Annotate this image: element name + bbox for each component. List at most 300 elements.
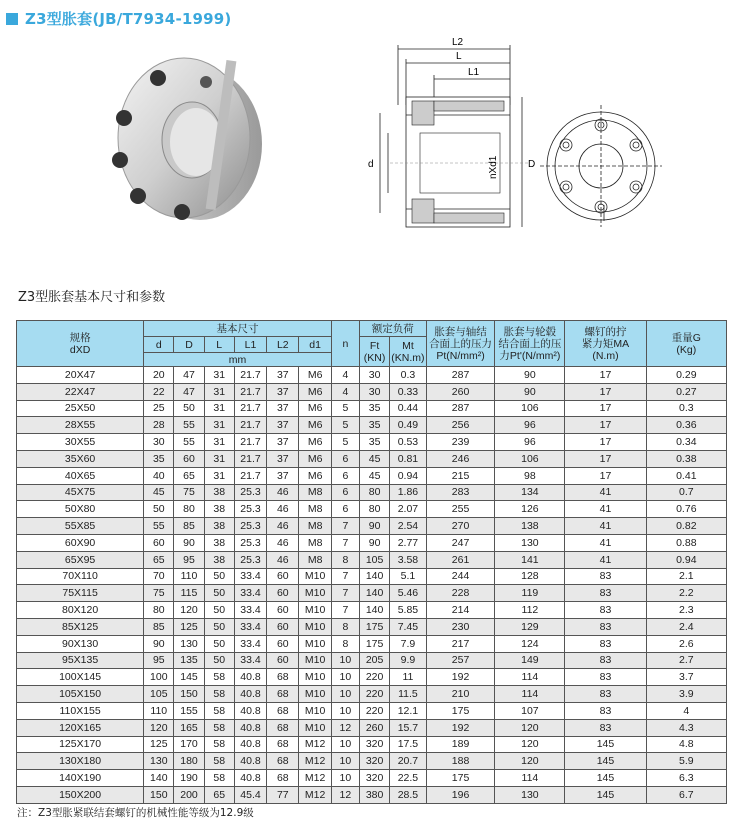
table-cell: 40.8 [234,719,266,736]
table-cell: 114 [495,770,565,787]
table-cell: 10 [331,686,359,703]
page-header [6,8,231,29]
table-cell: 17 [565,434,646,451]
table-cell: 0.33 [390,383,426,400]
table-cell: 83 [565,652,646,669]
header-hub-pressure: 胀套与轮毂 结合面上的压 力Pt'(N/mm²) [495,321,565,367]
table-row [17,618,727,635]
table-cell: 0.7 [646,484,726,501]
table-cell: 0.27 [646,383,726,400]
table-cell: 170 [174,736,204,753]
table-cell: 2.7 [646,652,726,669]
table-cell: 20X47 [17,367,144,384]
table-row [17,669,727,686]
table-cell: 65 [174,467,204,484]
table-cell: 50 [174,400,204,417]
table-cell: 95X135 [17,652,144,669]
table-cell: 0.88 [646,534,726,551]
table-cell: 175 [426,770,495,787]
dim-label-d: d [368,159,374,170]
table-cell: 21.7 [234,417,266,434]
table-cell: 68 [267,719,299,736]
table-cell: 17 [565,450,646,467]
table-cell: 80 [174,501,204,518]
table-cell: 47 [174,367,204,384]
table-cell: 25.3 [234,518,266,535]
table-cell: M8 [299,484,331,501]
table-cell: 128 [495,568,565,585]
table-cell: 129 [495,618,565,635]
table-cell: 40 [144,467,174,484]
table-cell: 10 [331,736,359,753]
table-cell: 33.4 [234,585,266,602]
table-cell: 106 [495,400,565,417]
table-cell: 68 [267,686,299,703]
table-cell: 37 [267,467,299,484]
table-cell: 210 [426,686,495,703]
table-cell: 50 [204,635,234,652]
table-cell: 150 [174,686,204,703]
table-cell: 261 [426,551,495,568]
table-row [17,686,727,703]
table-cell: 175 [359,635,389,652]
table-cell: 5.85 [390,602,426,619]
table-cell: 7 [331,568,359,585]
table-row [17,518,727,535]
table-cell: 35X60 [17,450,144,467]
table-cell: 33.4 [234,635,266,652]
table-cell: 120 [174,602,204,619]
table-cell: 10 [331,770,359,787]
table-cell: 40.8 [234,702,266,719]
table-cell: M8 [299,518,331,535]
table-cell: 28X55 [17,417,144,434]
table-cell: 58 [204,770,234,787]
table-cell: 5.9 [646,753,726,770]
table-cell: 68 [267,702,299,719]
table-cell: 83 [565,635,646,652]
dim-label-l2: L2 [452,37,464,48]
table-cell: M10 [299,669,331,686]
table-cell: 145 [565,753,646,770]
table-cell: 112 [495,602,565,619]
table-row [17,450,727,467]
table-cell: 130 [495,786,565,803]
table-cell: 0.34 [646,434,726,451]
table-cell: 22X47 [17,383,144,400]
table-cell: 188 [426,753,495,770]
table-cell: 83 [565,568,646,585]
table-cell: M10 [299,719,331,736]
table-cell: 106 [495,450,565,467]
table-cell: 124 [495,635,565,652]
table-cell: 21.7 [234,367,266,384]
table-cell: 5.1 [390,568,426,585]
table-cell: 31 [204,400,234,417]
table-cell: 255 [426,501,495,518]
table-cell: 40.8 [234,686,266,703]
table-cell: 33.4 [234,568,266,585]
table-cell: 180 [174,753,204,770]
table-cell: 114 [495,686,565,703]
table-row [17,383,727,400]
table-cell: 80 [359,501,389,518]
table-cell: 7.9 [390,635,426,652]
table-cell: 22.5 [390,770,426,787]
table-cell: 246 [426,450,495,467]
table-cell: M12 [299,753,331,770]
table-cell: 96 [495,417,565,434]
table-cell: 68 [267,770,299,787]
table-cell: 140 [359,585,389,602]
table-cell: 90X130 [17,635,144,652]
table-cell: M10 [299,635,331,652]
table-cell: 150X200 [17,786,144,803]
table-cell: 20 [144,367,174,384]
table-cell: 4 [646,702,726,719]
table-cell: 60 [267,568,299,585]
table-cell: 8 [331,635,359,652]
table-title: Z3型胀套基本尺寸和参数 [18,290,166,305]
table-cell: 105 [359,551,389,568]
table-cell: 38 [204,551,234,568]
table-cell: 46 [267,551,299,568]
table-cell: 12 [331,719,359,736]
table-cell: 2.6 [646,635,726,652]
table-cell: 114 [495,669,565,686]
table-cell: 37 [267,417,299,434]
table-cell: 75X115 [17,585,144,602]
table-cell: M10 [299,618,331,635]
table-cell: 41 [565,501,646,518]
header-col-d: d [144,337,174,353]
table-cell: 120 [495,736,565,753]
table-cell: 192 [426,719,495,736]
table-cell: 230 [426,618,495,635]
table-cell: 150 [144,786,174,803]
table-cell: 6 [331,450,359,467]
table-cell: 0.82 [646,518,726,535]
header-mm: mm [144,353,332,367]
table-cell: 45.4 [234,786,266,803]
table-cell: 58 [204,686,234,703]
table-cell: 90 [359,518,389,535]
table-cell: 320 [359,736,389,753]
table-cell: 140X190 [17,770,144,787]
table-cell: 120X165 [17,719,144,736]
table-row [17,702,727,719]
table-cell: 126 [495,501,565,518]
table-cell: 40.8 [234,736,266,753]
table-cell: 83 [565,618,646,635]
header-mt: Mt (KN.m) [390,337,426,367]
table-cell: 31 [204,383,234,400]
table-cell: 0.29 [646,367,726,384]
table-row [17,417,727,434]
table-cell: 10 [331,652,359,669]
table-cell: M10 [299,568,331,585]
bolt-head-icon [112,152,128,168]
table-cell: 22 [144,383,174,400]
table-cell: 31 [204,467,234,484]
table-cell: 175 [359,618,389,635]
table-cell: 220 [359,686,389,703]
table-cell: 25.3 [234,484,266,501]
table-cell: 7 [331,518,359,535]
table-cell: 25 [144,400,174,417]
table-cell: 17 [565,383,646,400]
header-n: n [331,321,359,367]
table-cell: 37 [267,367,299,384]
table-cell: 77 [267,786,299,803]
table-cell: 20.7 [390,753,426,770]
table-row [17,551,727,568]
table-cell: 41 [565,551,646,568]
table-cell: 7.45 [390,618,426,635]
table-cell: 138 [495,518,565,535]
table-cell: 196 [426,786,495,803]
table-cell: 41 [565,534,646,551]
table-cell: 220 [359,669,389,686]
table-cell: 90 [495,383,565,400]
table-cell: 2.54 [390,518,426,535]
table-cell: 17 [565,417,646,434]
table-cell: 75 [174,484,204,501]
table-cell: 31 [204,417,234,434]
table-cell: 134 [495,484,565,501]
table-cell: 37 [267,383,299,400]
table-cell: 100X145 [17,669,144,686]
table-cell: M10 [299,702,331,719]
table-cell: 12 [331,786,359,803]
dim-label-big-d: D [528,159,536,170]
table-cell: 70X110 [17,568,144,585]
table-cell: 80X120 [17,602,144,619]
header-col-l2: L2 [267,337,299,353]
table-cell: 0.44 [390,400,426,417]
table-cell: 65 [204,786,234,803]
table-cell: 31 [204,434,234,451]
table-cell: 85 [174,518,204,535]
bolt-head-icon [200,76,212,88]
table-cell: 68 [267,753,299,770]
table-cell: 8 [331,551,359,568]
table-cell: 256 [426,417,495,434]
table-cell: 190 [174,770,204,787]
table-cell: 28.5 [390,786,426,803]
table-cell: 10 [331,669,359,686]
table-cell: 0.41 [646,467,726,484]
table-cell: 215 [426,467,495,484]
table-row [17,367,727,384]
table-cell: 55 [174,417,204,434]
table-cell: 46 [267,501,299,518]
table-cell: 2.1 [646,568,726,585]
bolt-head-icon [174,204,190,220]
table-cell: 7 [331,585,359,602]
table-cell: 25.3 [234,501,266,518]
table-row [17,484,727,501]
table-cell: 6.3 [646,770,726,787]
table-cell: 60 [267,618,299,635]
table-cell: 46 [267,518,299,535]
table-cell: 15.7 [390,719,426,736]
table-cell: 145 [565,786,646,803]
table-cell: 96 [495,434,565,451]
table-cell: 8 [331,618,359,635]
table-cell: 37 [267,450,299,467]
table-cell: 140 [359,568,389,585]
table-cell: 100 [144,669,174,686]
table-cell: M6 [299,450,331,467]
table-cell: M12 [299,736,331,753]
table-cell: 205 [359,652,389,669]
table-cell: 45 [144,484,174,501]
table-cell: 40X65 [17,467,144,484]
header-spec: 规格 dXD [17,321,144,367]
table-cell: 3.7 [646,669,726,686]
table-cell: 10 [331,753,359,770]
table-cell: 37 [267,400,299,417]
table-cell: 21.7 [234,450,266,467]
table-cell: 2.77 [390,534,426,551]
table-cell: 80 [359,484,389,501]
bolt-head-icon [130,188,146,204]
table-cell: 7 [331,534,359,551]
table-cell: 98 [495,467,565,484]
table-cell: M10 [299,602,331,619]
table-cell: 2.3 [646,602,726,619]
header-tightening-torque: 螺钉的拧 紧力矩MA (N.m) [565,321,646,367]
table-cell: 239 [426,434,495,451]
table-cell: 50 [204,568,234,585]
table-cell: 95 [174,551,204,568]
table-cell: 4.8 [646,736,726,753]
table-cell: 50X80 [17,501,144,518]
table-cell: 6 [331,484,359,501]
table-cell: M12 [299,770,331,787]
table-cell: 5.46 [390,585,426,602]
table-cell: 228 [426,585,495,602]
table-cell: 320 [359,770,389,787]
table-cell: 83 [565,686,646,703]
table-cell: 33.4 [234,602,266,619]
header-basic-dims: 基本尺寸 [144,321,332,337]
table-cell: 38 [204,534,234,551]
table-cell: 90 [495,367,565,384]
table-cell: 58 [204,753,234,770]
table-cell: 3.58 [390,551,426,568]
table-cell: 85 [144,618,174,635]
table-cell: 130 [174,635,204,652]
table-cell: 58 [204,669,234,686]
table-cell: 260 [426,383,495,400]
table-cell: 40.8 [234,669,266,686]
table-cell: 110X155 [17,702,144,719]
table-cell: 105 [144,686,174,703]
table-cell: 214 [426,602,495,619]
table-cell: 0.3 [646,400,726,417]
table-cell: 189 [426,736,495,753]
table-cell: 287 [426,367,495,384]
table-row [17,753,727,770]
table-cell: 1.86 [390,484,426,501]
table-cell: 6 [331,467,359,484]
table-row [17,467,727,484]
table-cell: 135 [174,652,204,669]
table-cell: 83 [565,585,646,602]
table-cell: 21.7 [234,434,266,451]
table-cell: 6 [331,501,359,518]
table-cell: 145 [565,736,646,753]
table-cell: 11 [390,669,426,686]
table-row [17,602,727,619]
header-col-d1: d1 [299,337,331,353]
table-cell: 45 [359,467,389,484]
table-cell: 30 [359,367,389,384]
table-cell: 40.8 [234,770,266,787]
table-cell: 65 [144,551,174,568]
table-cell: 58 [204,736,234,753]
table-cell: 60 [267,652,299,669]
header-shaft-pressure: 胀套与轴结 合面上的压力 Pt(N/mm²) [426,321,495,367]
table-cell: 2.4 [646,618,726,635]
table-cell: M6 [299,367,331,384]
table-cell: 110 [144,702,174,719]
table-cell: 60 [267,602,299,619]
table-cell: 58 [204,702,234,719]
table-cell: 17 [565,400,646,417]
spec-table-body [17,367,727,804]
table-cell: M6 [299,434,331,451]
table-cell: 38 [204,501,234,518]
table-cell: 175 [426,702,495,719]
table-cell: 260 [359,719,389,736]
table-cell: 155 [174,702,204,719]
table-cell: 45X75 [17,484,144,501]
table-cell: 244 [426,568,495,585]
header-rated-load: 额定负荷 [359,321,426,337]
table-cell: 50 [204,652,234,669]
table-cell: 33.4 [234,652,266,669]
table-cell: 145 [174,669,204,686]
product-photo [96,40,266,230]
table-cell: 6.7 [646,786,726,803]
table-cell: M6 [299,400,331,417]
dim-label-l1: L1 [468,67,480,78]
header-col-l: L [204,337,234,353]
table-row [17,786,727,803]
bolt-head-icon [150,70,166,86]
table-cell: 120 [144,719,174,736]
table-cell: 47 [174,383,204,400]
table-cell: 110 [174,568,204,585]
table-cell: M6 [299,467,331,484]
table-cell: 45 [359,450,389,467]
table-cell: 60 [267,635,299,652]
table-cell: 55 [144,518,174,535]
page-title: Z3型胀套(JB/T7934-1999) [25,10,232,28]
table-cell: 21.7 [234,467,266,484]
table-cell: 287 [426,400,495,417]
table-cell: 35 [144,450,174,467]
table-cell: 380 [359,786,389,803]
table-cell: M6 [299,417,331,434]
spec-table [16,320,727,804]
table-cell: M8 [299,501,331,518]
table-cell: 0.94 [390,467,426,484]
table-cell: 320 [359,753,389,770]
